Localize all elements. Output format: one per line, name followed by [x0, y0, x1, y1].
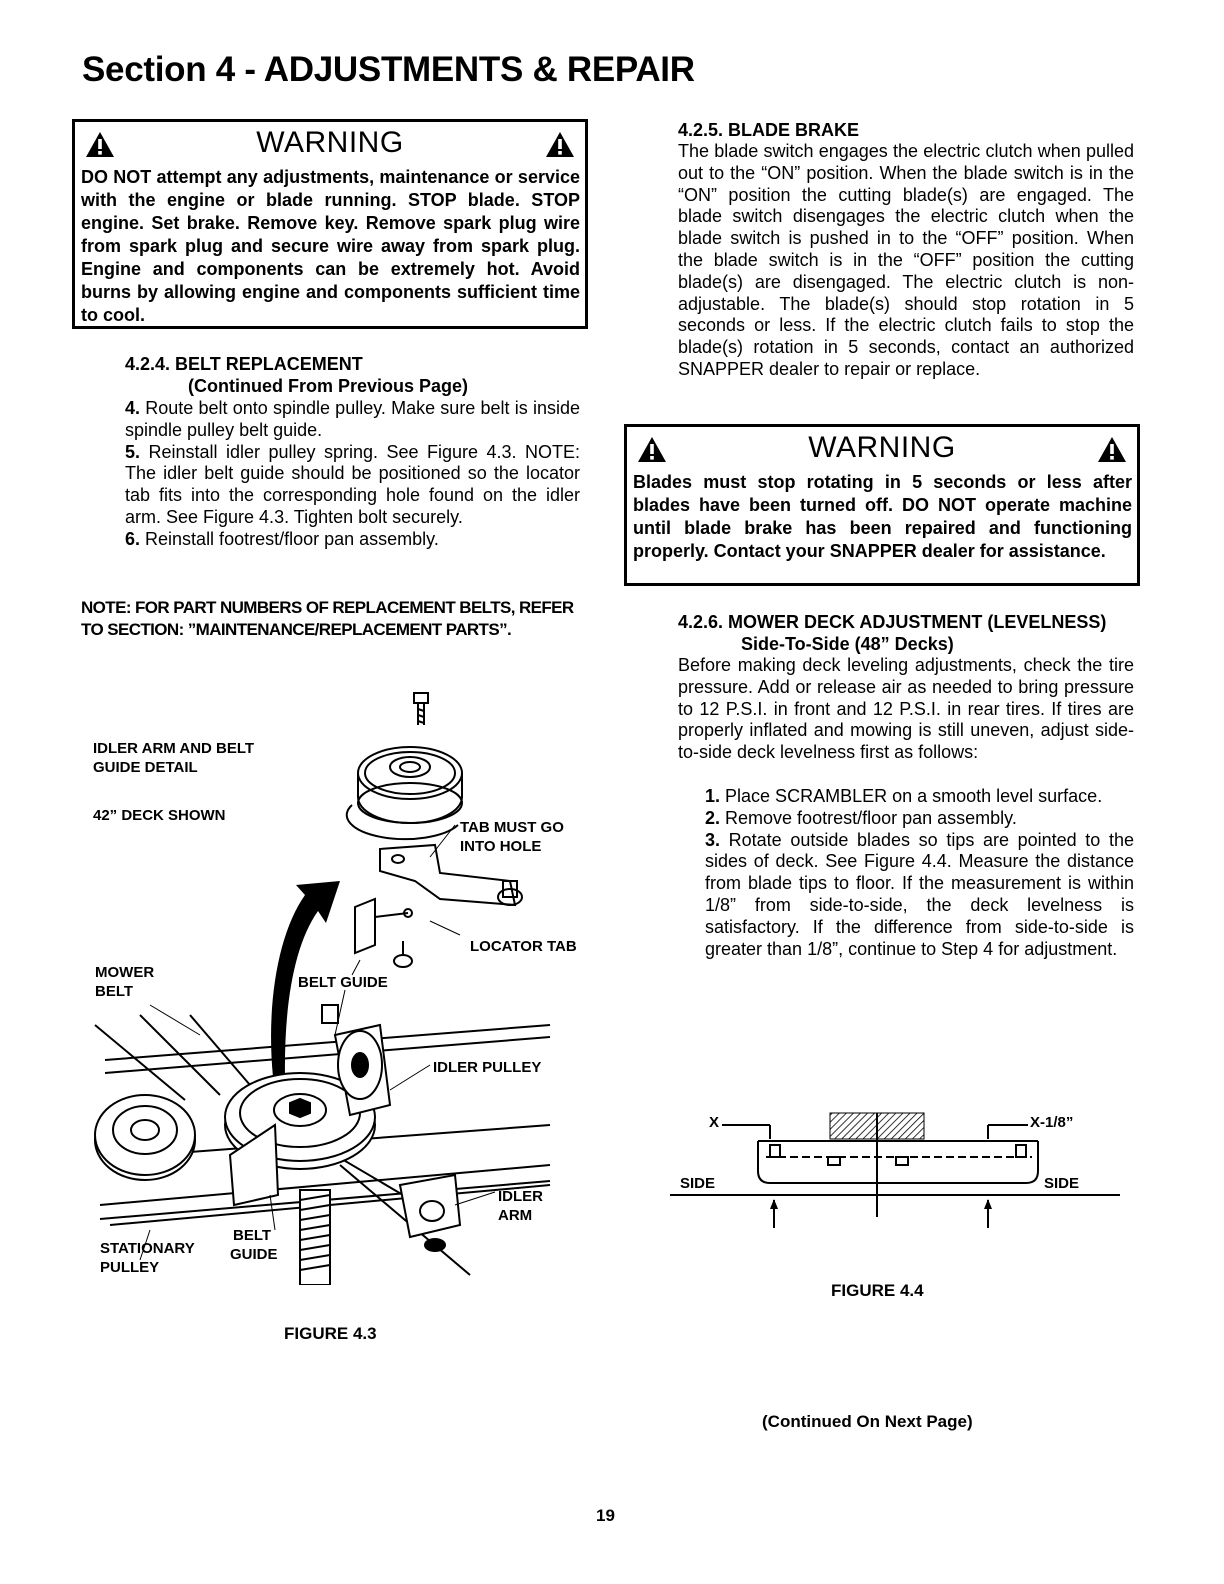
- step-text: Route belt onto spindle pulley. Make sure belt is inside spindle pulley belt guide.: [125, 398, 580, 440]
- warning-triangle-icon: [545, 131, 575, 158]
- label-belt-guide-bottom: GUIDE: [230, 1246, 278, 1263]
- step-number: 2.: [705, 807, 721, 828]
- step-number: 4.: [125, 398, 141, 418]
- belt-replacement-subheading: (Continued From Previous Page): [188, 376, 469, 396]
- deck-adjustment-intro: Before making deck leveling adjustments, check the tire pressure. Add or release air as needed to bring pressure to 12 P.S.I. in front and 12 P.S.I. in rear tires. If tires are properly inflated and mowing is still uneven, adjust side-to-side deck levelness first as follows:: [678, 655, 1134, 763]
- detail-idler-pulley: [347, 747, 462, 839]
- label-mower-belt: BELT: [95, 983, 134, 1000]
- step-number: 6.: [125, 528, 141, 549]
- label-locator-tab: LOCATOR TAB: [470, 938, 577, 955]
- step-text: Reinstall footrest/floor pan assembly.: [145, 528, 439, 549]
- warning-header: [75, 122, 585, 166]
- warning-text: DO NOT attempt any adjustments, maintenance or service with the engine or blade running. STOP blade. STOP engine. Set brake. Remove key. Remove spark plug wire from spark plug and secure wire away from spark plug. Engine and components can be extremely hot. Avoid burns by allowing engine and components sufficient time to cool.: [81, 167, 580, 325]
- step-item: [125, 398, 580, 442]
- deck-adjustment-subheading: Side-To-Side (48” Decks): [741, 634, 954, 654]
- figure-4-4-caption: FIGURE 4.4: [831, 1281, 924, 1300]
- warning-text: Blades must stop rotating in 5 seconds or less after blades have been turned off. DO NOT operate machine until blade brake has been repaired and functioning properly. Contact your SNAPPER dealer for assistance.: [633, 472, 1132, 561]
- warning-box-engine: [72, 119, 588, 329]
- page-number: 19: [596, 1506, 615, 1525]
- label-idler-arm-detail: IDLER ARM AND BELT: [93, 740, 255, 757]
- label-mower-belt: MOWER: [95, 964, 155, 981]
- step-number: 3.: [705, 829, 721, 850]
- stationary-pulley: [95, 1095, 195, 1180]
- continued-next-page: (Continued On Next Page): [762, 1412, 973, 1431]
- step-item: [125, 529, 580, 551]
- label-tab-must-go: TAB MUST GO: [460, 819, 564, 836]
- step-number: 1.: [705, 786, 721, 806]
- step-text: Place SCRAMBLER on a smooth level surface.: [725, 786, 1103, 806]
- step-text: Reinstall idler pulley spring. See Figure 4.3. NOTE: The idler belt guide should be positioned so the locator tab fits into the corresponding hole found on the idler arm. See Figure 4.3. Tighten bolt securely.: [125, 441, 580, 527]
- label-side-right: SIDE: [1044, 1175, 1080, 1192]
- label-belt-guide-bottom: BELT: [233, 1227, 272, 1244]
- label-idler-arm: ARM: [498, 1207, 533, 1224]
- label-x-right: X-1/8”: [1030, 1114, 1074, 1131]
- label-x-left: X: [709, 1114, 720, 1131]
- label-idler-arm-detail: GUIDE DETAIL: [93, 759, 198, 776]
- step-text: Rotate outside blades so tips are pointed to the sides of deck. See Figure 4.4. Measure the distance from blade tips to floor. If the measurement is within 1/8” from side-to-side, the deck levelness is satisfactory. If the difference from side-to-side is greater than 1/8”, continue to Step 4 for adjustment.: [705, 829, 1134, 959]
- warning-title: WARNING: [256, 126, 404, 159]
- warning-header: [627, 427, 1137, 471]
- step-item: [705, 830, 1134, 961]
- label-deck-shown: 42” DECK SHOWN: [93, 807, 226, 824]
- bolt-icon: [414, 693, 428, 725]
- step-item: [705, 786, 1134, 808]
- label-idler-pulley: IDLER PULLEY: [433, 1059, 542, 1076]
- deck-adjustment-heading: 4.2.6. MOWER DECK ADJUSTMENT (LEVELNESS): [678, 612, 1107, 632]
- blade-brake-text: The blade switch engages the electric clutch when pulled out to the “ON” position. When the blade switch is in the “ON” position the cutting blade(s) are engaged. The blade switch disengages the electric clutch when the blade switch is pushed in to the “OFF” position. When the blade switch is in the “OFF” position the cutting blade(s) are disengaged. The electric clutch is non-adjustable. The blade(s) should stop rotation in 5 seconds or less. If the electric clutch fails to stop the blade(s) rotation in 5 seconds, contact an authorized SNAPPER dealer to repair or replace.: [678, 141, 1134, 379]
- step-item: [705, 808, 1134, 830]
- label-side-left: SIDE: [680, 1175, 716, 1192]
- warning-title: WARNING: [808, 431, 956, 464]
- label-belt-guide: BELT GUIDE: [298, 974, 388, 991]
- warning-triangle-icon: [1097, 436, 1127, 463]
- step-item: [125, 442, 580, 529]
- step-text: Remove footrest/floor pan assembly.: [725, 807, 1017, 828]
- figure-4-3-caption: FIGURE 4.3: [284, 1324, 377, 1343]
- warning-box-blade-brake: [624, 424, 1140, 586]
- label-idler-arm: IDLER: [498, 1188, 543, 1205]
- belt-replacement-steps: [125, 398, 580, 551]
- label-stationary-pulley: STATIONARY: [100, 1240, 195, 1257]
- replacement-belts-note: NOTE: FOR PART NUMBERS OF REPLACEMENT BELTS, REFER TO SECTION: ”MAINTENANCE/REPLACEMENT PARTS”.: [81, 598, 574, 639]
- blade-brake-heading: 4.2.5. BLADE BRAKE: [678, 120, 860, 140]
- step-number: 5.: [125, 441, 141, 462]
- belt-replacement-heading: 4.2.4. BELT REPLACEMENT: [125, 354, 363, 374]
- label-tab-must-go: INTO HOLE: [460, 838, 542, 855]
- label-stationary-pulley: PULLEY: [100, 1259, 160, 1276]
- deck-adjustment-steps: [705, 786, 1134, 960]
- section-title: Section 4 - ADJUSTMENTS & REPAIR: [82, 50, 695, 89]
